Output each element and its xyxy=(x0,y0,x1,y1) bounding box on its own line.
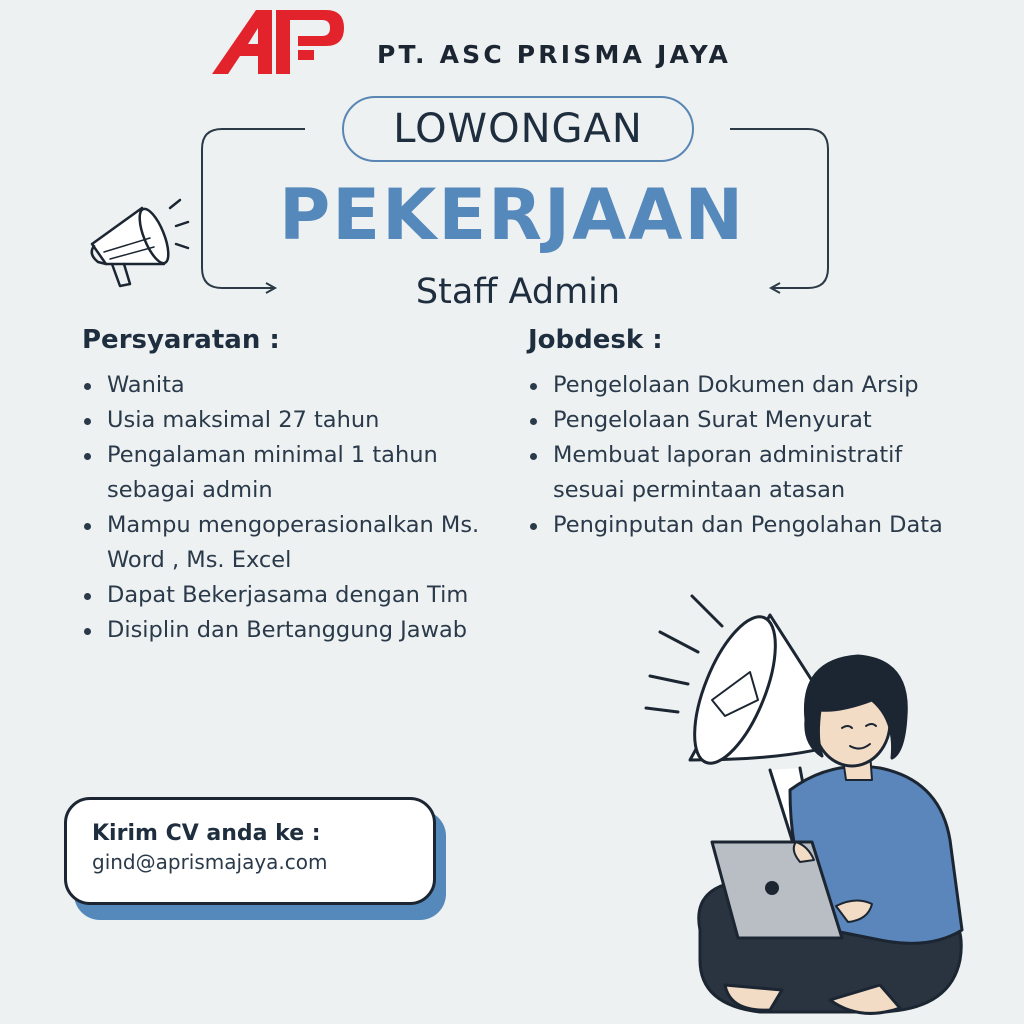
list-item: Pengelolaan Surat Menyurat xyxy=(527,403,972,438)
jobdesk-list xyxy=(527,368,972,543)
list-item: Dapat Bekerjasama dengan Tim xyxy=(81,578,501,613)
position-title: Staff Admin xyxy=(415,272,621,312)
title-lowongan: LOWONGAN xyxy=(393,106,643,152)
list-item: Mampu mengoperasionalkan Ms. Word , Ms. Excel xyxy=(81,508,501,578)
list-item: Membuat laporan administratif sesuai permintaan atasan xyxy=(527,438,972,508)
list-item: Pengelolaan Dokumen dan Arsip xyxy=(527,368,972,403)
list-item: Wanita xyxy=(81,368,501,403)
requirements-heading: Persyaratan : xyxy=(82,325,280,355)
list-item: Pengalaman minimal 1 tahun sebagai admin xyxy=(81,438,501,508)
contact-email-link[interactable]: gind@aprismajaya.com xyxy=(92,850,328,874)
list-item: Penginputan dan Pengolahan Data xyxy=(527,508,972,543)
woman-laptop-illustration xyxy=(560,580,1024,1024)
requirements-list xyxy=(81,368,501,648)
jobdesk-heading: Jobdesk : xyxy=(528,325,663,355)
company-name: PT. ASC PRISMA JAYA xyxy=(377,40,732,69)
list-item: Disiplin dan Bertanggung Jawab xyxy=(81,613,501,648)
title-pekerjaan: PEKERJAAN xyxy=(278,174,746,256)
contact-label: Kirim CV anda ke : xyxy=(92,821,321,846)
lowongan-pill xyxy=(342,96,694,162)
megaphone-icon xyxy=(84,192,194,297)
list-item: Usia maksimal 27 tahun xyxy=(81,403,501,438)
